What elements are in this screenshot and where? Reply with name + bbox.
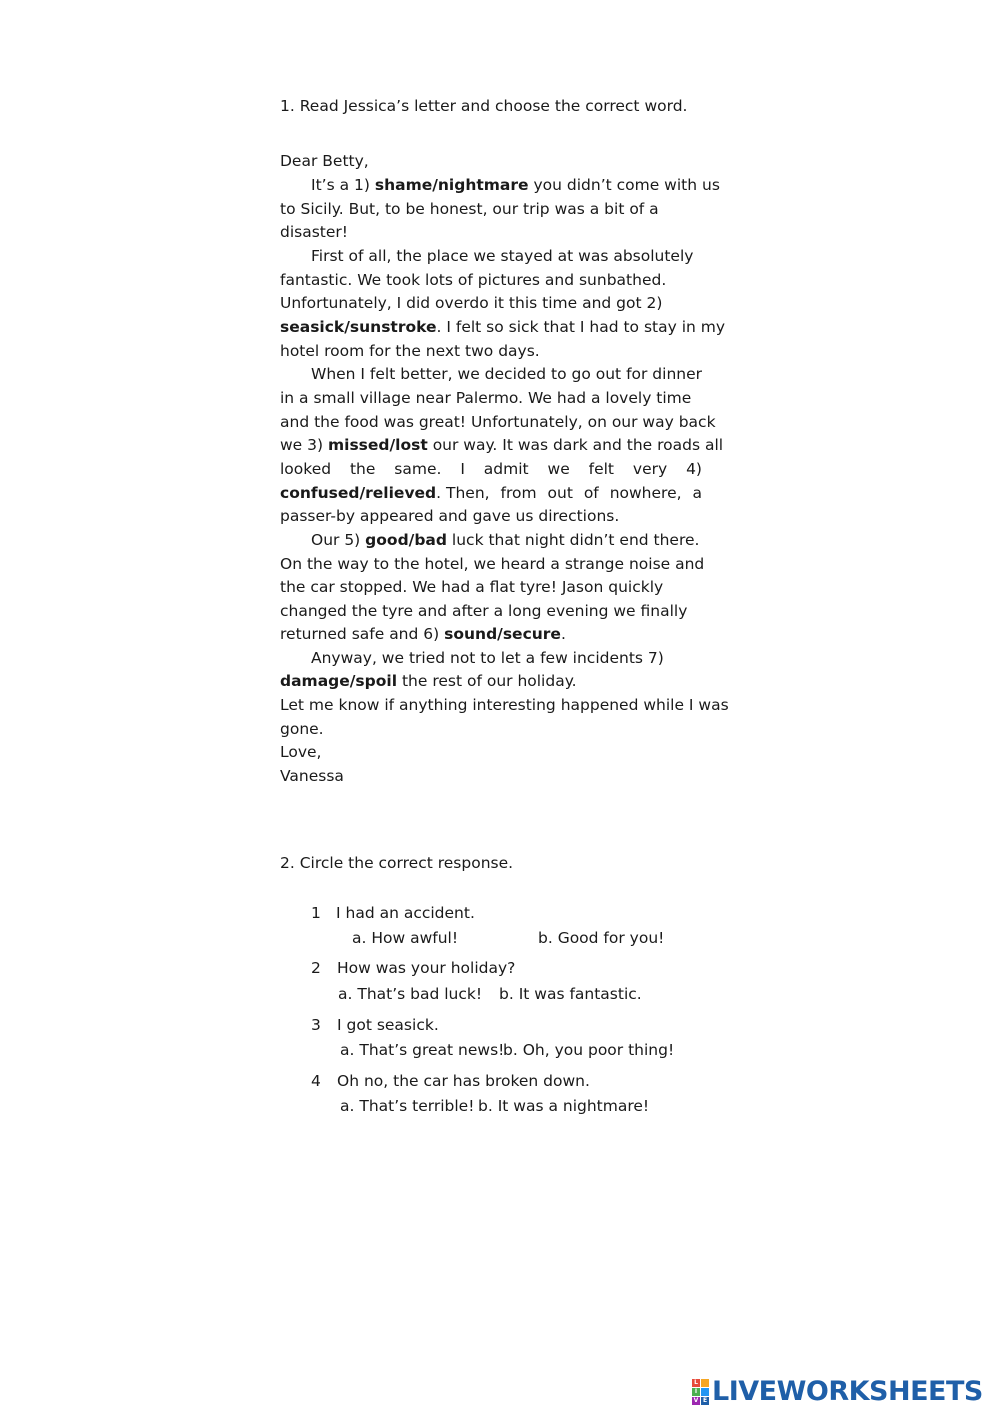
letter-line: fantastic. We took lots of pictures and sunbathed. xyxy=(280,271,667,289)
question-prompt: I got seasick. xyxy=(337,1016,439,1034)
letter-line: changed the tyre and after a long evening we finally xyxy=(280,602,688,620)
letter-line: Our 5) good/bad luck that night didn’t end there. xyxy=(311,531,700,549)
answer-choice-1[interactable]: shame/nightmare xyxy=(374,176,529,194)
answer-choice-3[interactable]: missed/lost xyxy=(327,436,428,454)
letter-line: seasick/sunstroke. I felt so sick that I had to stay in my xyxy=(280,318,726,336)
letter-signoff: Love, xyxy=(280,743,322,761)
letter-line: Unfortunately, I did overdo it this time and got 2) xyxy=(280,294,663,312)
letter-line: Anyway, we tried not to let a few incidents 7) xyxy=(311,649,664,667)
question-number: 4 xyxy=(311,1072,321,1090)
option-b[interactable]: b. It was a nightmare! xyxy=(478,1097,650,1115)
letter-line: damage/spoil the rest of our holiday. xyxy=(280,672,577,690)
letter-line: gone. xyxy=(280,720,324,738)
exercise2-title: 2. Circle the correct response. xyxy=(280,854,514,872)
answer-choice-6[interactable]: sound/secure xyxy=(444,625,561,643)
question-number: 3 xyxy=(311,1016,321,1034)
letter-line: passer-by appeared and gave us directions. xyxy=(280,507,620,525)
question-prompt: I had an accident. xyxy=(336,904,475,922)
option-b[interactable]: b. Good for you! xyxy=(538,929,665,947)
letter-line: in a small village near Palermo. We had a lovely time xyxy=(280,389,692,407)
letter-line: hotel room for the next two days. xyxy=(280,342,540,360)
letter-line: On the way to the hotel, we heard a strange noise and xyxy=(280,555,705,573)
answer-choice-2[interactable]: seasick/sunstroke xyxy=(280,318,437,336)
option-a[interactable]: a. How awful! xyxy=(352,929,459,947)
letter-line: It’s a 1) shame/nightmare you didn’t come with us xyxy=(311,176,720,194)
letter-signature: Vanessa xyxy=(280,767,344,785)
letter-line: we 3) missed/lost our way. It was dark and the roads all xyxy=(280,436,724,454)
letter-line: and the food was great! Unfortunately, on our way back xyxy=(280,413,716,431)
letter-line: to Sicily. But, to be honest, our trip was a bit of a xyxy=(280,200,659,218)
letter-line: When I felt better, we decided to go out for dinner xyxy=(311,365,703,383)
letter-line-justified: confused/relieved. Then, from out of nowhere, a xyxy=(280,484,702,502)
option-a[interactable]: a. That’s great news! xyxy=(340,1041,505,1059)
answer-choice-7[interactable]: damage/spoil xyxy=(280,672,398,690)
option-a[interactable]: a. That’s terrible! xyxy=(340,1097,475,1115)
letter-line: returned safe and 6) sound/secure. xyxy=(280,625,566,643)
answer-choice-4[interactable]: confused/relieved xyxy=(280,484,437,502)
letter-greeting: Dear Betty, xyxy=(280,152,369,170)
question-number: 1 xyxy=(311,904,321,922)
letter-line: First of all, the place we stayed at was absolutely xyxy=(311,247,694,265)
question-prompt: How was your holiday? xyxy=(337,959,516,977)
logo-text: LIVEWORKSHEETS xyxy=(712,1376,983,1407)
option-a[interactable]: a. That’s bad luck! xyxy=(338,985,483,1003)
question-prompt: Oh no, the car has broken down. xyxy=(337,1072,590,1090)
letter-line: Let me know if anything interesting happened while I was xyxy=(280,696,729,714)
logo-icon: L I V E xyxy=(693,1379,708,1404)
option-b[interactable]: b. Oh, you poor thing! xyxy=(503,1041,675,1059)
letter-line-justified: looked the same. I admit we felt very 4) xyxy=(280,460,702,478)
answer-choice-5[interactable]: good/bad xyxy=(365,531,447,549)
exercise1-title: 1. Read Jessica’s letter and choose the correct word. xyxy=(280,97,688,115)
letter-line: the car stopped. We had a flat tyre! Jason quickly xyxy=(280,578,664,596)
letter-line: disaster! xyxy=(280,223,348,241)
question-number: 2 xyxy=(311,959,321,977)
option-b[interactable]: b. It was fantastic. xyxy=(499,985,642,1003)
liveworksheets-logo[interactable] xyxy=(692,1376,983,1407)
